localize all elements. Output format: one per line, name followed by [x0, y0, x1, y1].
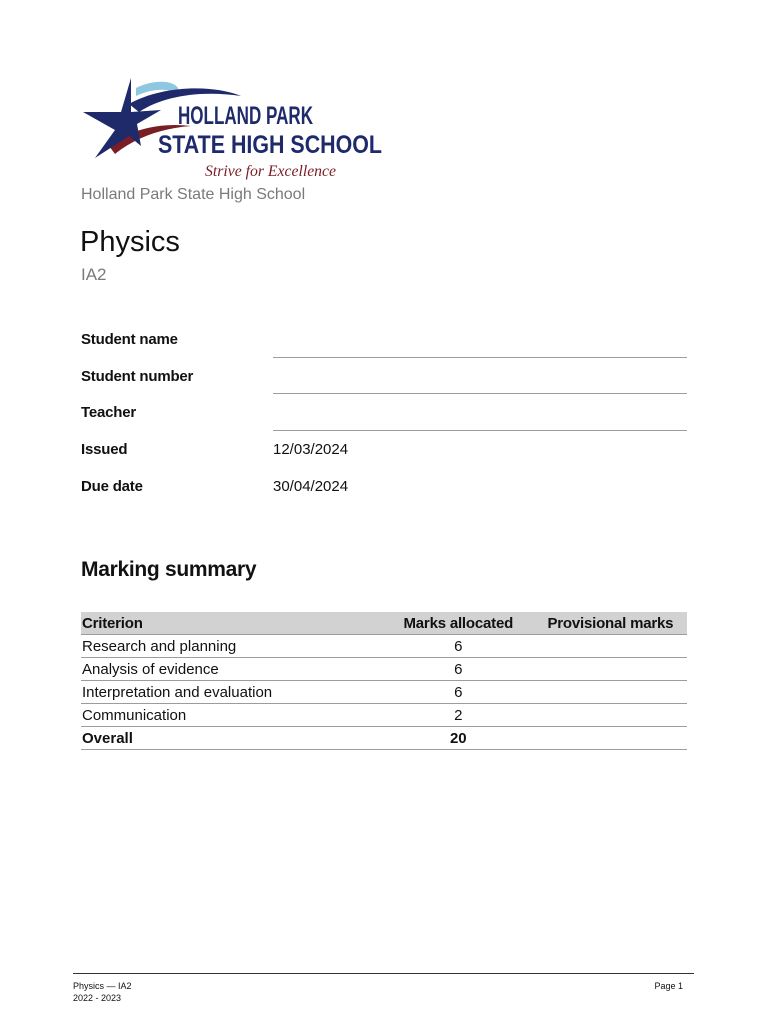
footer-doc-name: Physics — IA2 [73, 981, 132, 991]
teacher-label: Teacher [81, 404, 137, 421]
marking-summary-heading: Marking summary [81, 558, 257, 581]
table-total-row [81, 727, 687, 750]
header-provisional-marks: Provisional marks [534, 612, 687, 635]
footer-years: 2022 - 2023 [73, 993, 122, 1003]
total-provisional-cell[interactable] [534, 727, 687, 750]
teacher-line [273, 430, 687, 431]
marks-allocated-cell: 2 [383, 704, 534, 727]
table-row [81, 704, 687, 727]
provisional-marks-cell[interactable] [534, 681, 687, 704]
issued-label: Issued [81, 441, 128, 458]
page-number: Page 1 [654, 981, 683, 991]
logo-line1: HOLLAND PARK [178, 102, 313, 130]
header-marks-allocated: Marks allocated [383, 612, 534, 635]
marks-allocated-cell: 6 [383, 658, 534, 681]
criterion-cell: Analysis of evidence [81, 658, 383, 681]
provisional-marks-cell[interactable] [534, 704, 687, 727]
footer-divider [73, 973, 694, 974]
criterion-cell: Communication [81, 704, 383, 727]
criterion-cell: Interpretation and evaluation [81, 681, 383, 704]
marks-allocated-cell: 6 [383, 635, 534, 658]
marking-summary-table [81, 612, 687, 750]
student-number-line [273, 393, 687, 394]
criterion-cell: Research and planning [81, 635, 383, 658]
table-row [81, 681, 687, 704]
page-subtitle: IA2 [81, 265, 107, 284]
student-name-line [273, 357, 687, 358]
total-label-cell: Overall [81, 727, 383, 750]
header-criterion: Criterion [81, 612, 383, 635]
student-number-label: Student number [81, 368, 194, 385]
school-name: Holland Park State High School [81, 186, 306, 203]
provisional-marks-cell[interactable] [534, 658, 687, 681]
due-date: 30/04/2024 [273, 478, 349, 495]
logo-line2: STATE HIGH SCHOOL [158, 131, 382, 159]
student-name-label: Student name [81, 331, 178, 348]
table-header-row [81, 612, 687, 635]
page-title: Physics [80, 226, 180, 258]
provisional-marks-cell[interactable] [534, 635, 687, 658]
total-marks-cell: 20 [383, 727, 534, 750]
school-logo [81, 74, 383, 180]
table-row [81, 635, 687, 658]
issued-date: 12/03/2024 [273, 441, 349, 458]
due-date-label: Due date [81, 478, 143, 495]
logo-motto: Strive for Excellence [205, 163, 336, 180]
footer-info [73, 980, 132, 1004]
marks-allocated-cell: 6 [383, 681, 534, 704]
table-row [81, 658, 687, 681]
